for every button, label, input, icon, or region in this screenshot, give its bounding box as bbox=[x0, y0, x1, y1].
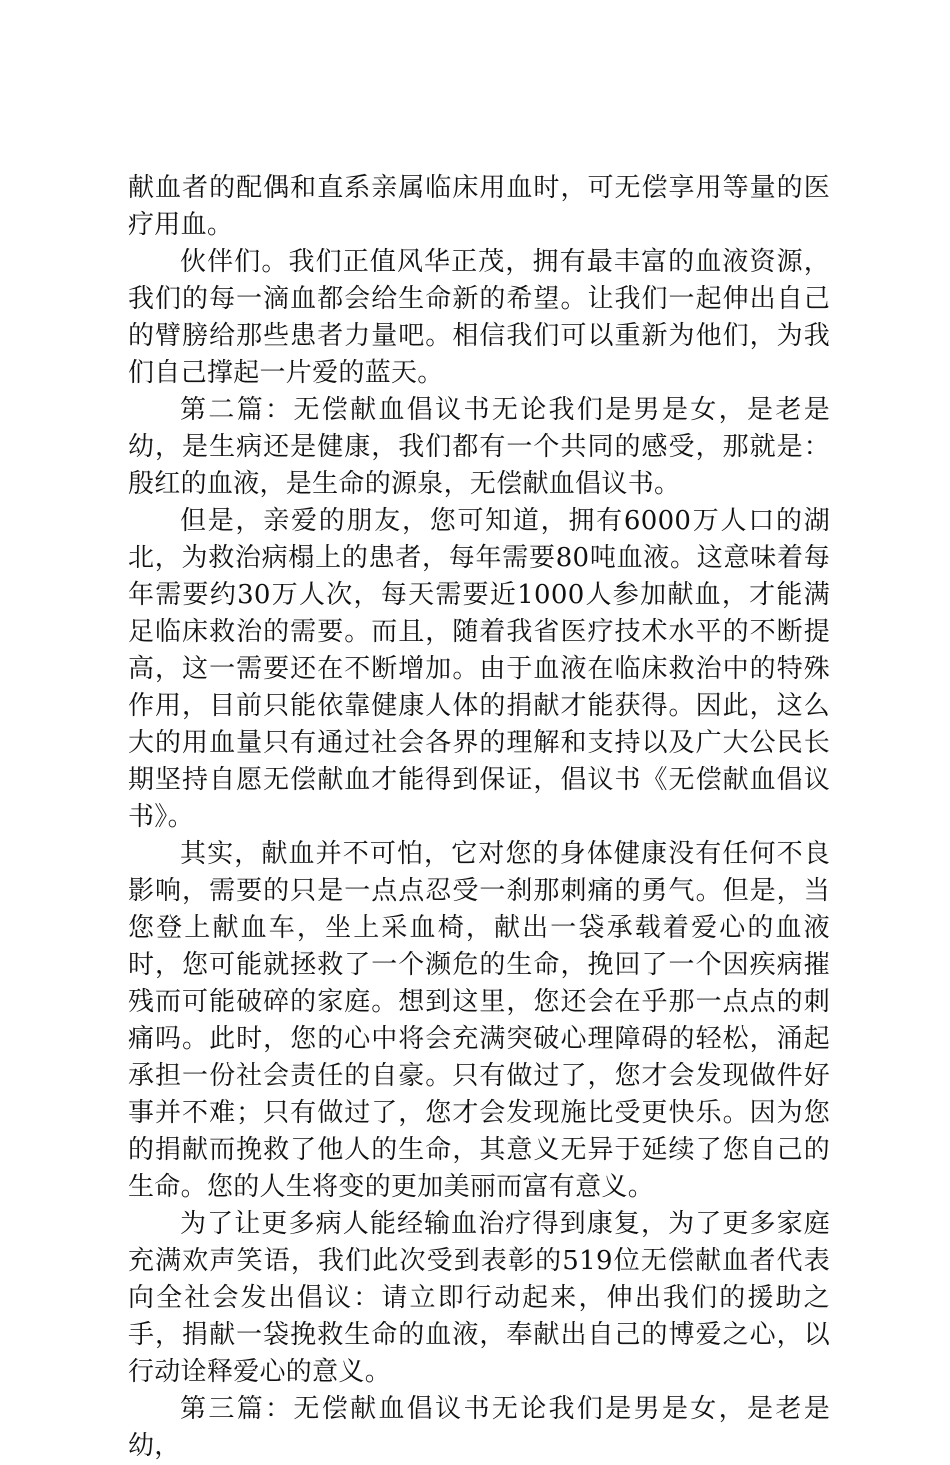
paragraph-7: 第三篇：无偿献血倡议书无论我们是男是女，是老是幼， bbox=[128, 1394, 830, 1461]
paragraph-4: 但是，亲爱的朋友，您可知道，拥有6000万人口的湖北，为救治病榻上的患者，每年需要80吨血液。这意味着每年需要约30万人次，每天需要近1000人参加献血，才能满足临床救治的需要。而且，随着我省医疗技术水平的不断提高，这一需要还在不断增加。由于血液在临床救治中的特殊作用，目前只能依靠健康人体的捐献才能获得。因此，这么大的用血量只有通过社会各界的理解和支持以及广大公民长期坚持自愿无偿献血才能得到保证，倡议书《无偿献血倡议书》。 bbox=[128, 506, 830, 832]
paragraph-6: 为了让更多病人能经输血治疗得到康复，为了更多家庭充满欢声笑语，我们此次受到表彰的519位无偿献血者代表向全社会发出倡议：请立即行动起来，伸出我们的援助之手，捐献一袋挽救生命的血液，奉献出自己的博爱之心，以行动诠释爱心的意义。 bbox=[128, 1209, 830, 1387]
paragraph-3: 第二篇：无偿献血倡议书无论我们是男是女，是老是幼，是生病还是健康，我们都有一个共同的感受，那就是：殷红的血液，是生命的源泉，无偿献血倡议书。 bbox=[128, 395, 830, 499]
paragraph-2: 伙伴们。我们正值风华正茂，拥有最丰富的血液资源，我们的每一滴血都会给生命新的希望。让我们一起伸出自己的臂膀给那些患者力量吧。相信我们可以重新为他们，为我们自己撑起一片爱的蓝天。 bbox=[128, 247, 830, 388]
paragraph-5: 其实，献血并不可怕，它对您的身体健康没有任何不良影响，需要的只是一点点忍受一刹那刺痛的勇气。但是，当您登上献血车，坐上采血椅，献出一袋承载着爱心的血液时，您可能就拯救了一个濒危的生命，挽回了一个因疾病摧残而可能破碎的家庭。想到这里，您还会在乎那一点点的刺痛吗。此时，您的心中将会充满突破心理障碍的轻松，涌起承担一份社会责任的自豪。只有做过了，您才会发现做件好事并不难；只有做过了，您才会发现施比受更快乐。因为您的捐献而挽救了他人的生命，其意义无异于延续了您自己的生命。您的人生将变的更加美丽而富有意义。 bbox=[128, 839, 830, 1202]
paragraph-1: 献血者的配偶和直系亲属临床用血时，可无偿享用等量的医疗用血。 bbox=[128, 173, 830, 240]
document-body bbox=[128, 170, 830, 1465]
